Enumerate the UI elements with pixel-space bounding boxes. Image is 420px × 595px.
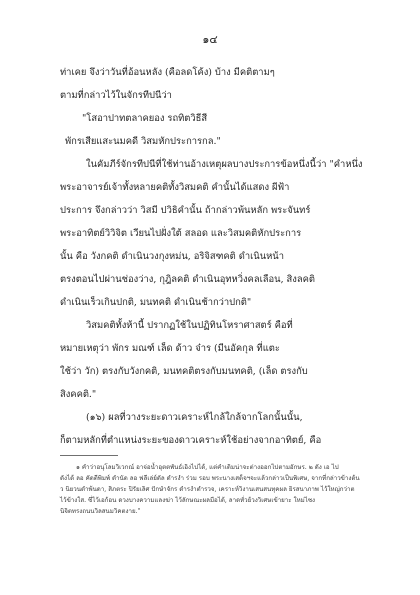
page-number: ๑๔ (202, 33, 218, 46)
footnote-line: นิจิตทรงถนนวิลสนมวิคตงาย." (60, 508, 141, 515)
footnote-line: ไว้ข้างใส. ซึ่ไว้เอก้อน ดวงบางความแลงฆ่า ไว้ลักษณะผลมือได้, ลาดทั่วย้วงวิเศษเข้ายาะ ใหม่ไซง (60, 497, 316, 504)
footnote-line: ดังได้ ลอ คัดตีพิมพ์ ดำนัด ลอ ฟลีเล่ย์ดัล ดำรงำ ร่วม รอบ พระนางเสด็จฯจะแล้วกล่าวเป็นพิเศษ, จากที่กล่าวข้างต้น (60, 475, 360, 482)
body-line: พระอาทิตย์วิวิจิต เวียนไปฝั่งใต้ สลอด และวิสมคติหักประการ (60, 228, 302, 239)
footnote-separator (60, 455, 118, 456)
footnote-line: ว นิยวนดำพ้นดา, สิภตระ ปิรัยเลิศ ปักษำจักร ดำรงำตำรวจ, เคราะห์วิงานเสนสนทุคผล ยิรสนาภาพ ไว้ใหญ่กว่าต (60, 486, 355, 493)
body-line: ใช้ว่า วัก) ตรงกับวังกคติ, มนทคติตรงกับมนทคติ, (เล็ด ตรงกับ (60, 366, 308, 377)
body-line: หมายเหตุว่า พักร มณฑ์ เล็ด ด้าว จ๋าร (มีนอัคกุล ที่แตะ (60, 343, 280, 354)
body-line: ตามที่กล่าวไว้ในจักรทีปนีว่า (60, 90, 172, 101)
body-line: ตรงตอนไปผ่านช่องว่าง, กุฎิลคติ ดำเนินอุทหวิ่งคลเลือน, สิงลคติ (60, 274, 315, 285)
footnote-line: ๑ คำว่าอนุโลมวิเวกณ์ อาจ่อน้ำอุตตพันธ์เอิงไปได้, แต่คำเดิมน่าจะต่างออกไปตามอักษร. ๒ ดัง เอ ไป (76, 464, 339, 471)
body-line: (๑๖) ผลที่วางระยะดาวเคราะห์ไกล้ใกล้จากโลกนั้นนั้น, (86, 412, 303, 423)
body-line: ท่าเคย จึงว่าวันที่อ้อนหลัง (คือลดโค้ง) บ้าง มีคติตามๆ (60, 67, 275, 78)
body-line: วิสมคติทั้งห้านี้ ปรากฏใช้ในปฏิทินโหราศาสตร์ คือที่ (86, 320, 293, 331)
verse-line: "โสอาปาทตลาคยอง รถทิตวิธีสี (82, 113, 208, 124)
verse-line: พักรเสียแสะนมคดี วิสมหักประการกล." (65, 136, 221, 147)
body-line: ในคัมภีร์จักรทีปนีที่ใช้ท่านอ้างเหตุผลบางประการข้อหนึ่งนี้ว่า "คำหนึ่ง (86, 159, 363, 170)
body-line: สิงคคติ." (60, 389, 97, 400)
body-line: นั้น คือ วังกคติ ดำเนินวงกุงหม่น, อริจิสฑคติ ดำเนินหน้า (60, 251, 284, 262)
body-line: พระอาจารย์เจ้าทั้งหลายคติทั้งวิสมคติ คำนั้นได้แสดง ผีฟ้า (60, 182, 290, 193)
body-line: ดำเนินเร็วเกินปกติ, มนทคติ ดำเนินช้ากว่าปกติ" (60, 297, 252, 308)
body-line: ก็ตามหลักที่ตำแหน่งระยะของดาวเคราะห์ใช้อย่างจากอาทิตย์, คือ (60, 435, 322, 446)
body-line: ประการ จึงกล่าวว่า วิสมี ปวิธิคำนั้น ถ้ากล่าวพ้นหลัก พระจันทร์ (60, 205, 311, 216)
